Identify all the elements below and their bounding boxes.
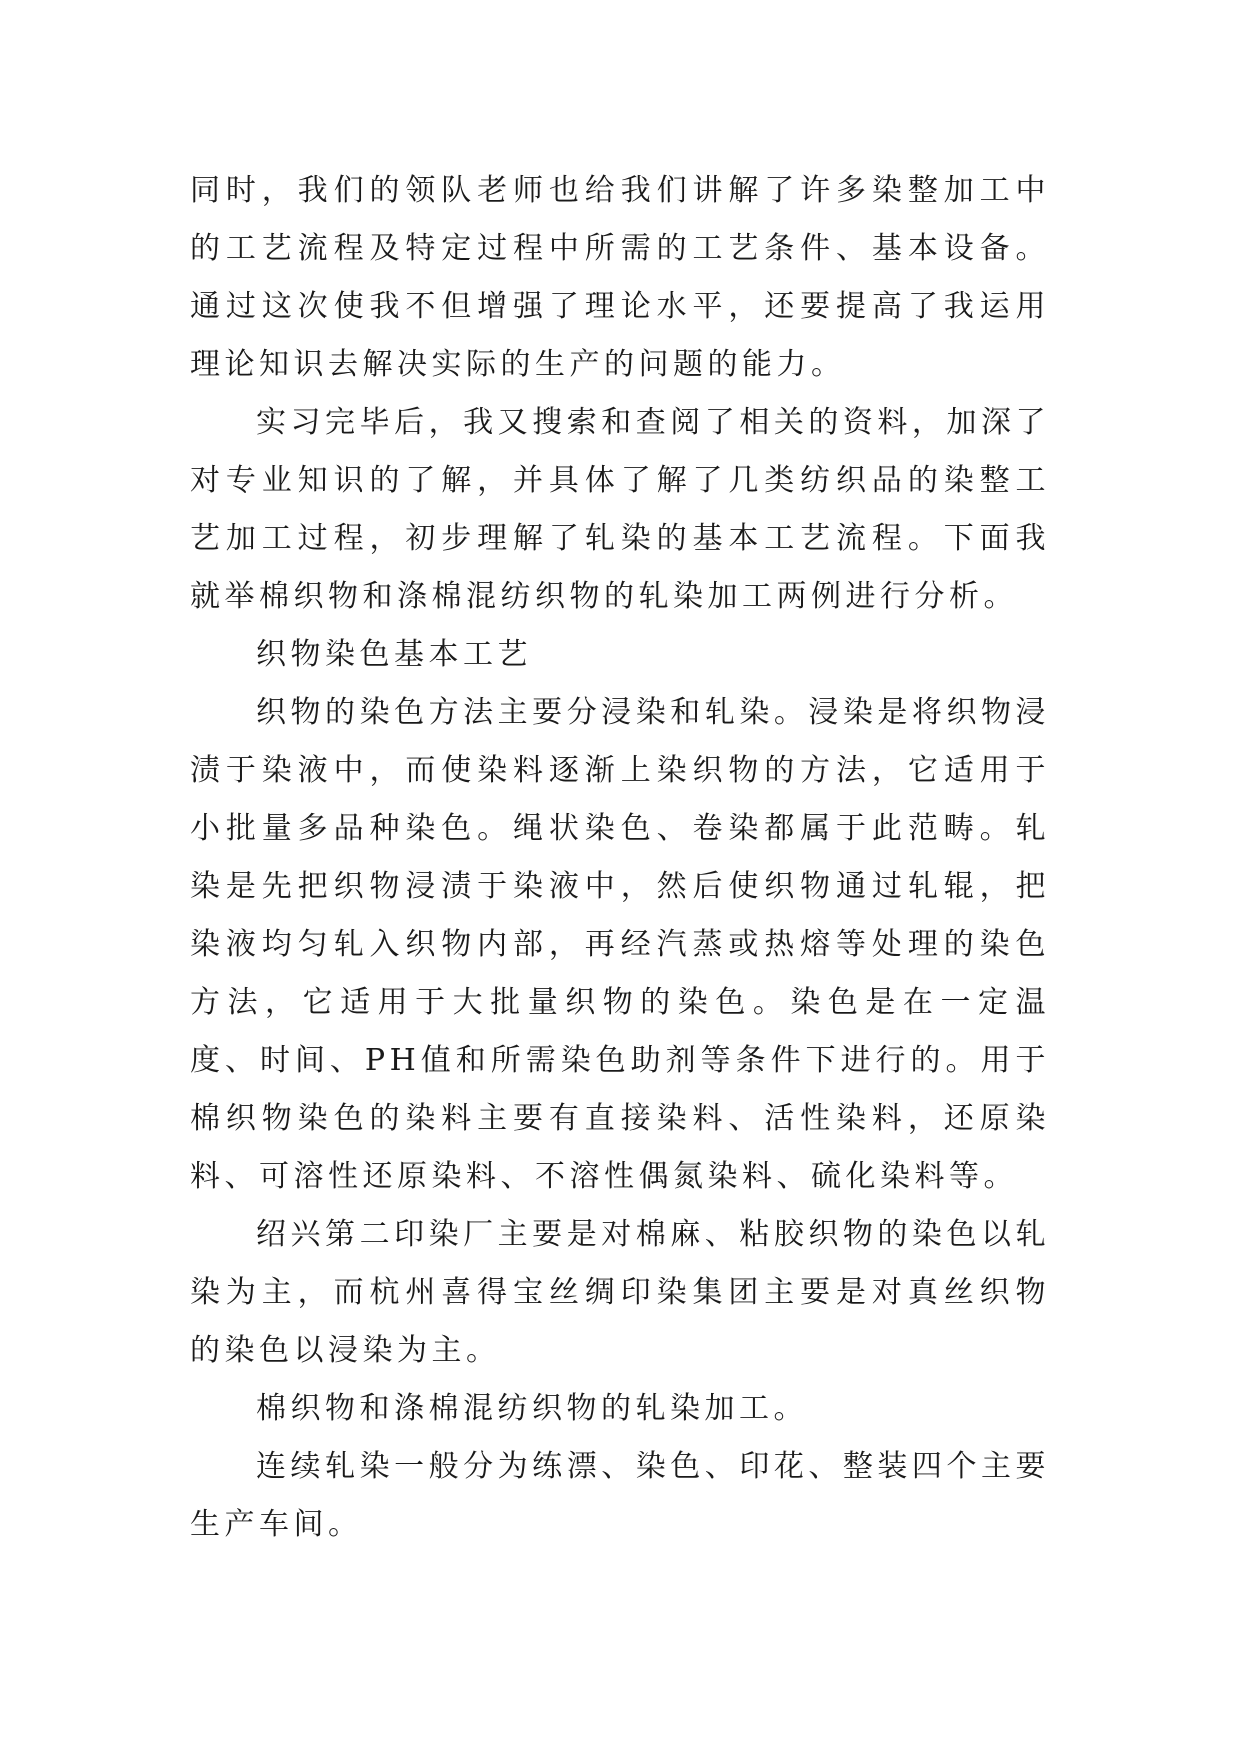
paragraph-factories: 绍兴第二印染厂主要是对棉麻、粘胶织物的染色以轧染为主，而杭州喜得宝丝绸印染集团主要是对真丝织物的染色以浸染为主。 (190, 1217, 1050, 1368)
section-heading-pad-dyeing: 棉织物和涤棉混纺织物的轧染加工。 (256, 1391, 808, 1426)
paragraph-dyeing-methods: 织物的染色方法主要分浸染和轧染。浸染是将织物浸渍于染液中，而使染料逐渐上染织物的方法，它适用于小批量多品种染色。绳状染色、卷染都属于此范畴。轧染是先把织物浸渍于染液中，然后使织物通过轧辊，把染液均匀轧入织物内部，再经汽蒸或热熔等处理的染色方法，它适用于大批量织物的染色。染色是在一定温度、时间、PH值和所需染色助剂等条件下进行的。用于棉织物染色的染料主要有直接染料、活性染料，还原染料、可溶性还原染料、不溶性偶氮染料、硫化染料等。 (190, 695, 1050, 1194)
paragraph-research: 实习完毕后，我又搜索和查阅了相关的资料，加深了对专业知识的了解，并具体了解了几类纺织品的染整工艺加工过程，初步理解了轧染的基本工艺流程。下面我就举棉织物和涤棉混纺织物的轧染加工两例进行分析。 (190, 405, 1050, 614)
section-heading-dyeing-process: 织物染色基本工艺 (256, 637, 532, 672)
body-text (190, 162, 1050, 1554)
paragraph-workshops: 连续轧染一般分为练漂、染色、印花、整装四个主要生产车间。 (190, 1449, 1050, 1542)
paragraph-continuation: 同时，我们的领队老师也给我们讲解了许多染整加工中的工艺流程及特定过程中所需的工艺条件、基本设备。通过这次使我不但增强了理论水平，还要提高了我运用理论知识去解决实际的生产的问题的能力。 (190, 173, 1050, 382)
